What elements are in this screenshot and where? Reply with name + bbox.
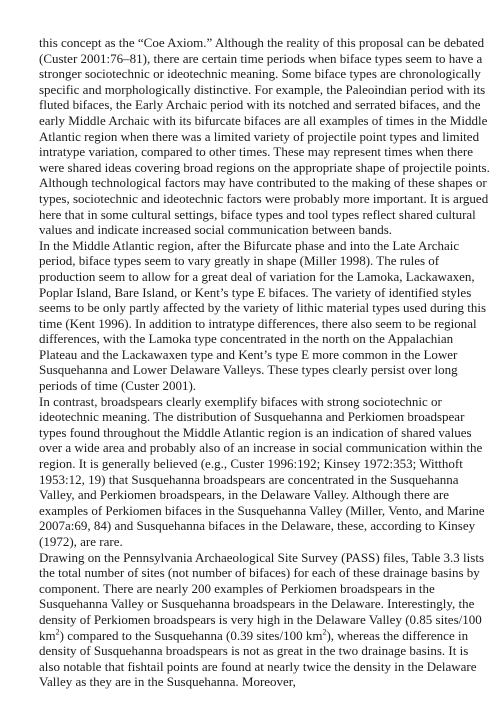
superscript-squared: 2 <box>322 627 327 637</box>
paragraph-pass-files <box>39 550 490 690</box>
paragraph-coe-axiom: this concept as the “Coe Axiom.” Although the reality of this proposal can be debated (Custer 2001:76–81), there are certain time periods when biface types seem to have a stronger sociotechnic or ideotechnic meaning. Some biface types are chronologically specific and morphologically distinctive. For example, the Paleoindian period with its fluted bifaces, the Early Archaic period with its notched and serrated bifaces, and the early Middle Archaic with its bifurcate bifaces are all examples of times in the Middle Atlantic region when there was a limited variety of projectile point types and limited intratype variation, compared to other times. These may represent times when there were shared ideas covering broad regions on the appropriate shape of projectile points. Although technological factors may have contributed to the making of these shapes or types, sociotechnic and ideotechnic factors were probably more important. It is argued here that in some cultural settings, biface types and tool types reflect shared cultural values and indicate increased social communication between bands. <box>39 35 490 238</box>
paragraph-broadspears: In contrast, broadspears clearly exemplify bifaces with strong sociotechnic or ideotechnic meaning. The distribution of Susquehanna and Perkiomen broadspear types found throughout the Middle Atlantic region is an indication of shared values over a wide area and probably also of an increase in social communication within the region. It is generally believed (e.g., Custer 1996:192; Kinsey 1972:353; Witthoft 1953:12, 19) that Susquehanna broadspears are concentrated in the Susquehanna Valley, and Perkiomen broadspears, in the Delaware Valley. Although there are examples of Perkiomen bifaces in the Susquehanna Valley (Miller, Vento, and Marine 2007a:69, 84) and Susquehanna bifaces in the Delaware, these, according to Kinsey (1972), are rare. <box>39 393 485 549</box>
paragraph-middle-atlantic-biface-types: In the Middle Atlantic region, after the Bifurcate phase and into the Late Archaic period, biface types seem to vary greatly in shape (Miller 1998). The rules of production seem to allow for a great deal of variation for the Lamoka, Lackawaxen, Poplar Island, Bare Island, or Kent’s type E bifaces. The variety of identified styles seems to be only partly affected by the variety of lithic material types used during this time (Kent 1996). In addition to intratype differences, there also seem to be regional differences, with the Lamoka type concentrated in the north on the Appalachian Plateau and the Lackawaxen type and Kent’s type E more common in the Lower Susquehanna and Lower Delaware Valleys. These types clearly persist over long periods of time (Custer 2001). <box>39 237 487 394</box>
superscript-squared: 2 <box>55 627 60 637</box>
text-segment: Drawing on the Pennsylvania Archaeological Site Survey (PASS) files, Table 3.3 lists the total number of sites (not number of bifaces) for each of these drainage basins by component. There are nearly 200 examples of Perkiomen broadspears in the Susquehanna Valley or Susquehanna broadspears in the Delaware. Interestingly, the density of Perkiomen broadspears is very high in the Delaware Valley (0.85 sites/100 km <box>39 549 485 643</box>
text-segment: ) compared to the Susquehanna (0.39 sites/100 km <box>59 627 323 643</box>
text-segment: ), whereas the difference in density of Susquehanna broadspears is not as great in the two drainage basins. It is also notable that fishtail points are found at nearly twice the density in the Delaware Valley as they are in the Susquehanna. Moreover, <box>39 627 477 690</box>
